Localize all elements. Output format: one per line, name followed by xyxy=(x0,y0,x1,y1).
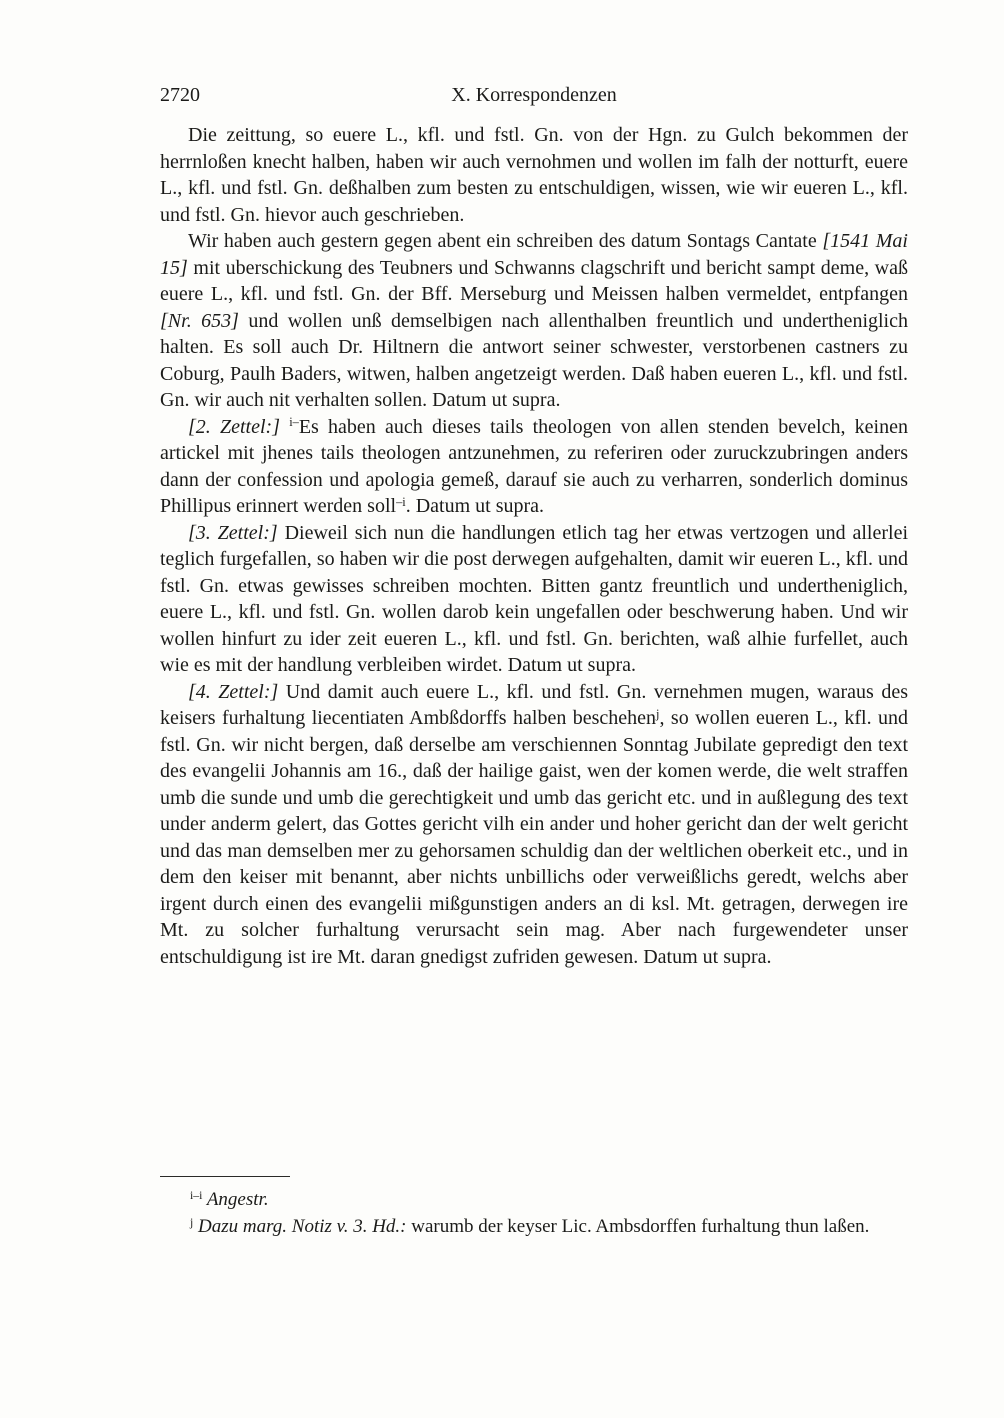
footnote-marker-i-start: i– xyxy=(289,415,299,430)
text-segment: Und damit auch euere L., kfl. und fstl. Gn. vernehmen mugen, waraus des keisers furhaltung liecentiaten Ambßdorffs halben beschehen xyxy=(160,680,908,729)
footnote-block xyxy=(160,1176,908,1240)
running-header-title: X. Korrespondenzen xyxy=(451,84,617,106)
footnote-marker: i–i xyxy=(190,1189,203,1203)
footnote-marker-i-end: –i xyxy=(396,494,406,509)
zettel-label: [3. Zettel:] xyxy=(188,521,285,544)
paragraph-zettel-4 xyxy=(160,679,908,971)
text-segment: Dieweil sich nun die handlungen etlich tag her etwas vertzogen und allerlei teglich furgefallen, so haben wir die post derwegen aufgehalten, damit wir eueren L., kfl. und fstl. Gn. etwas gewisses schreiben mochten. Bitten gantz freuntlich und undertheniglich, euere L., kfl. und fstl. Gn. wollen darob kein ungefallen oder beschwerung haben. Und wir wollen hinfurt zu ider zeit eueren L., kfl. und fstl. Gn. berichten, waß alhie furfellet, auch wie es mit der handlung verbleiben wirdet. Datum ut supra. xyxy=(160,521,908,676)
letter-text xyxy=(160,122,908,970)
text-segment: Die zeittung, so euere L., kfl. und fstl. Gn. von der Hgn. zu Gulch bekommen der herrnloßen knecht halben, haben wir auch vernohmen und wollen im falh der notturft, euere L., kfl. und fstl. Gn. deßhalben zum besten zu entschuldigen, wissen, wie wir eueren L., kfl. und fstl. Gn. hievor auch geschrieben. xyxy=(160,124,908,226)
text-segment: Wir haben auch gestern gegen abent ein schreiben des datum Sontags Cantate xyxy=(188,230,823,252)
footnote-rule xyxy=(160,1176,290,1177)
footnote-i xyxy=(160,1186,908,1213)
text-segment: und wollen unß demselbigen nach allenthalben freuntlich und undertheniglich halten. Es soll auch Dr. Hiltnern die antwort seiner schwester, verstorbenen castners zu Coburg, Paulh Baders, witwen, halben angetzeigt werden. Daß haben eueren L., kfl. und fstl. Gn. wir auch nit verhalten sollen. Datum ut supra. xyxy=(160,309,908,411)
zettel-label: [4. Zettel:] xyxy=(188,680,286,703)
footnote-j xyxy=(160,1213,908,1240)
text-segment: Es haben auch dieses tails theologen von allen stenden bevelch, keinen artickel mit jhenes tails theologen antzunehmen, zu referiren oder zuruckzubringen anders dann der confession und apologia gemeß, darauf sie auch zu verharren, sonderlich dominus Phillipus erinnert werden soll xyxy=(160,415,908,517)
footnote-text-italic: Dazu marg. Notiz v. 3. Hd.: xyxy=(193,1216,407,1237)
footnote-text-italic: Angestr. xyxy=(202,1189,269,1210)
text-segment: , so wollen eueren L., kfl. und fstl. Gn. wir nicht bergen, daß derselbe am verschiennen Sonntag Jubilate gepredigt den text des evangelii Johannis am 16., daß der hailige gaist, wen der komen werde, die welt straffen umb die sunde und umb die gerechtigkeit und umb das gericht etc. und in außlegung des text under anderm gelert, das Gottes gericht vilh ein ander und hoher gericht dan der welt gericht und das man demselben mer zu gehorsamen schuldig dan der weltlichen oberkeit etc., und in dem den keiser mit benannt, aber nichts unbillichs oder verweißlichs geredt, welchs aber irgent durch einen des evangelii mißgunstigen anders an di ksl. Mt. getragen, derwegen ire Mt. zu solcher furhaltung verursacht sein mag. Aber nach furgewendeter unser entschuldigung ist ire Mt. daran gnedigst zufriden gewesen. Datum ut supra. xyxy=(160,707,908,968)
footnote-marker: j xyxy=(190,1216,194,1230)
page-header xyxy=(160,82,908,108)
text-segment: mit uberschickung des Teubners und Schwanns clagschrift und bericht sampt deme, waß euere L., kfl. und fstl. Gn. der Bff. Merseburg und Meissen halben vermeldet, entpfangen xyxy=(160,256,908,305)
footnote-marker-j: j xyxy=(656,706,660,721)
date-reference: [1541 Mai 15] xyxy=(160,230,908,279)
paragraph-zettel-3 xyxy=(160,520,908,679)
paragraph-zettel-2 xyxy=(160,414,908,520)
footnote-text: warumb der keyser Lic. Ambsdorffen furhaltung thun laßen. xyxy=(406,1216,870,1237)
page-number: 2720 xyxy=(160,84,200,106)
zettel-label: [2. Zettel:] xyxy=(188,415,290,438)
text-segment: . Datum ut supra. xyxy=(405,495,545,517)
paragraph-schreiben xyxy=(160,228,908,414)
document-reference: [Nr. 653] xyxy=(160,309,239,332)
paragraph-zeitung xyxy=(160,122,908,228)
